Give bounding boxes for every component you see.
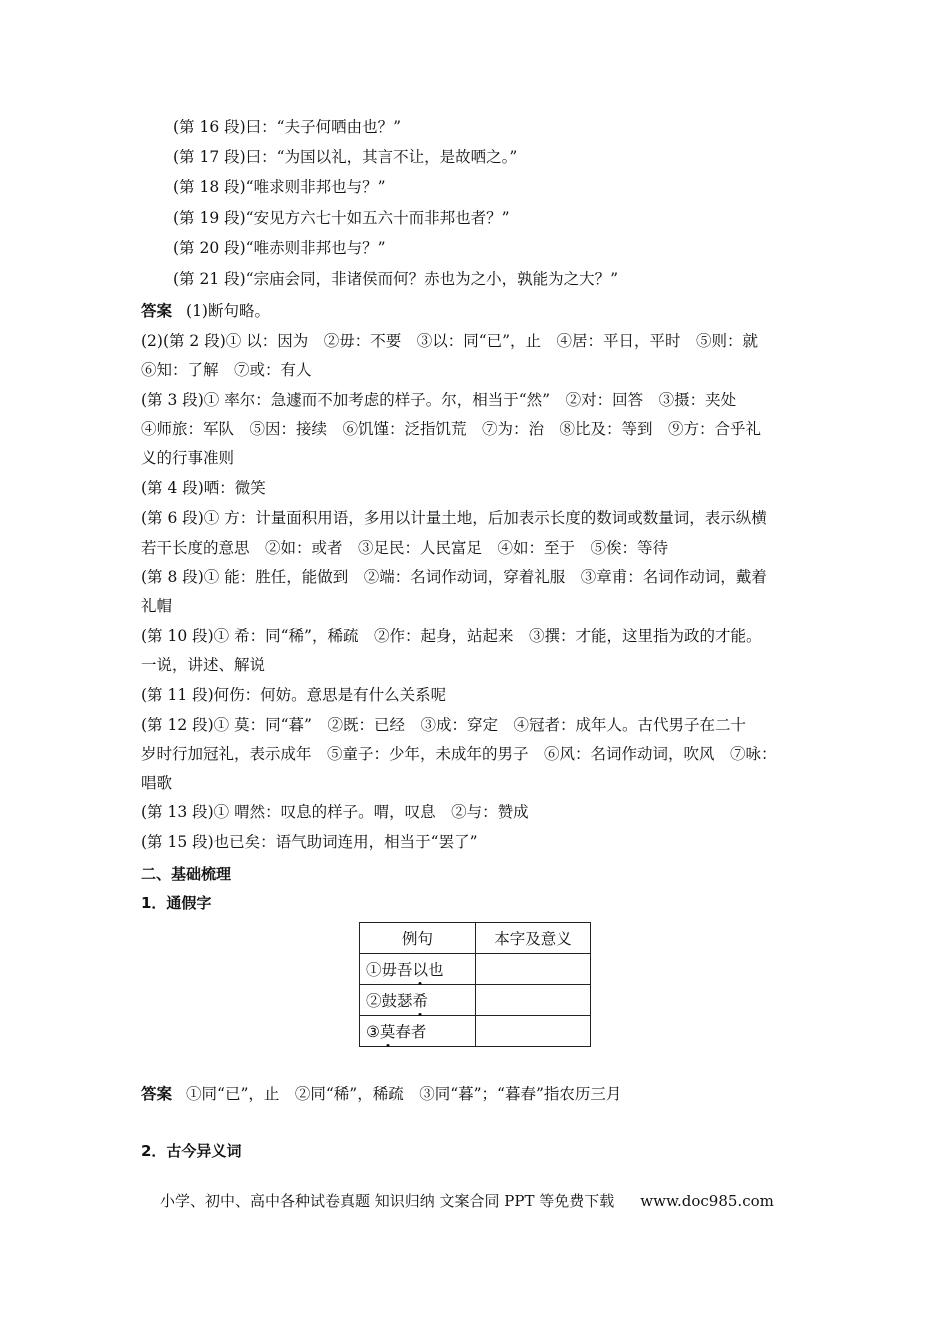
table-row bbox=[360, 985, 591, 1016]
answer-line: (第 13 段)① 喟然：叹息的样子。喟，叹息 ②与：赞成 bbox=[141, 803, 529, 821]
answer-line: (第 12 段)① 莫：同“暮” ②既：已经 ③成：穿定 ④冠者：成年人。古代男子在二十 bbox=[141, 716, 746, 734]
tongjiazi-table bbox=[359, 922, 591, 1047]
subsection-heading: 1．通假字 bbox=[141, 894, 212, 912]
answer-text: (1)断句略。 bbox=[186, 302, 270, 320]
answer-line: (第 10 段)① 希：同“稀”，稀疏 ②作：起身，站起来 ③撰：才能，这里指为政的才能。 bbox=[141, 627, 762, 645]
example-cell: ③莫春者 bbox=[360, 1016, 476, 1047]
emphasis-dot-char: 以 bbox=[413, 958, 429, 980]
answer-label: 答案 bbox=[141, 302, 173, 320]
footer-text: 小学、初中、高中各种试卷真题 知识归纳 文案合同 PPT 等免费下载 bbox=[160, 1192, 615, 1210]
answer-line: 礼帽 bbox=[141, 597, 173, 615]
answer-line: (第 11 段)何伤：何妨。意思是有什么关系呢 bbox=[141, 686, 447, 704]
answer-line: 一说，讲述、解说 bbox=[141, 656, 266, 674]
answer-line: 唱歌 bbox=[141, 774, 173, 792]
emphasis-dot-char: 莫 bbox=[380, 1020, 396, 1042]
quote-line-17: (第 17 段)曰：“为国以礼，其言不让，是故哂之。” bbox=[173, 148, 518, 166]
answer-line: 岁时行加冠礼，表示成年 ⑤童子：少年，未成年的男子 ⑥风：名词作动词，吹风 ⑦咏： bbox=[141, 745, 777, 763]
answer-cell bbox=[476, 954, 591, 985]
quote-line-18: (第 18 段)“唯求则非邦也与？” bbox=[173, 178, 386, 196]
emphasis-dot-char: 希 bbox=[413, 989, 429, 1011]
table-row bbox=[360, 1016, 591, 1047]
quote-line-21: (第 21 段)“宗庙会同，非诸侯而何？赤也为之小，孰能为之大？” bbox=[173, 270, 619, 288]
table-header: 例句 bbox=[360, 923, 476, 954]
answer-cell bbox=[476, 1016, 591, 1047]
table-row bbox=[360, 954, 591, 985]
quote-line-16: (第 16 段)曰：“夫子何哂由也？” bbox=[173, 118, 402, 136]
table-header: 本字及意义 bbox=[476, 923, 591, 954]
answer-second-line bbox=[141, 1083, 831, 1105]
answer-line: 义的行事准则 bbox=[141, 449, 235, 467]
answer-line: ⑥知：了解 ⑦或：有人 bbox=[141, 361, 312, 379]
answer-line: (第 8 段)① 能：胜任，能做到 ②端：名词作动词，穿着礼服 ③章甫：名词作动词，戴着 bbox=[141, 568, 767, 586]
answer-line: (第 3 段)① 率尔：急遽而不加考虑的样子。尔，相当于“然” ②对：回答 ③摄：夹处 bbox=[141, 391, 737, 409]
answer-line: (第 6 段)① 方：计量面积用语，多用以计量土地，后加表示长度的数词或数量词，表示纵横 bbox=[141, 509, 767, 527]
answer-line: (第 4 段)哂：微笑 bbox=[141, 479, 266, 497]
table-header-row bbox=[360, 923, 591, 954]
quote-line-20: (第 20 段)“唯赤则非邦也与？” bbox=[173, 239, 386, 257]
subsection-heading: 2．古今异义词 bbox=[141, 1142, 242, 1160]
answer-line: 若干长度的意思 ②如：或者 ③足民：人民富足 ④如：至于 ⑤俟：等待 bbox=[141, 539, 669, 557]
section-heading: 二、基础梳理 bbox=[141, 865, 232, 883]
answer-text: ①同“已”，止 ②同“稀”，稀疏 ③同“暮”；“暮春”指农历三月 bbox=[186, 1085, 622, 1103]
example-cell: ①毋吾以也 bbox=[360, 954, 476, 985]
page-footer bbox=[160, 1190, 840, 1212]
answer-label: 答案 bbox=[141, 1085, 173, 1103]
footer-link[interactable]: www.doc985.com bbox=[640, 1192, 774, 1210]
answer-line: (2)(第 2 段)① 以：因为 ②毋：不要 ③以：同“已”，止 ④居：平日，平时 ⑤则：就 bbox=[141, 332, 759, 350]
example-cell: ②鼓瑟希 bbox=[360, 985, 476, 1016]
answer-line: ④师旅：军队 ⑤因：接续 ⑥饥馑：泛指饥荒 ⑦为：治 ⑧比及：等到 ⑨方：合乎礼 bbox=[141, 420, 762, 438]
answer-line: (第 15 段)也已矣：语气助词连用，相当于“罢了” bbox=[141, 833, 478, 851]
answer-cell bbox=[476, 985, 591, 1016]
answer-first-line bbox=[141, 300, 831, 322]
quote-line-19: (第 19 段)“安见方六七十如五六十而非邦也者？” bbox=[173, 209, 510, 227]
